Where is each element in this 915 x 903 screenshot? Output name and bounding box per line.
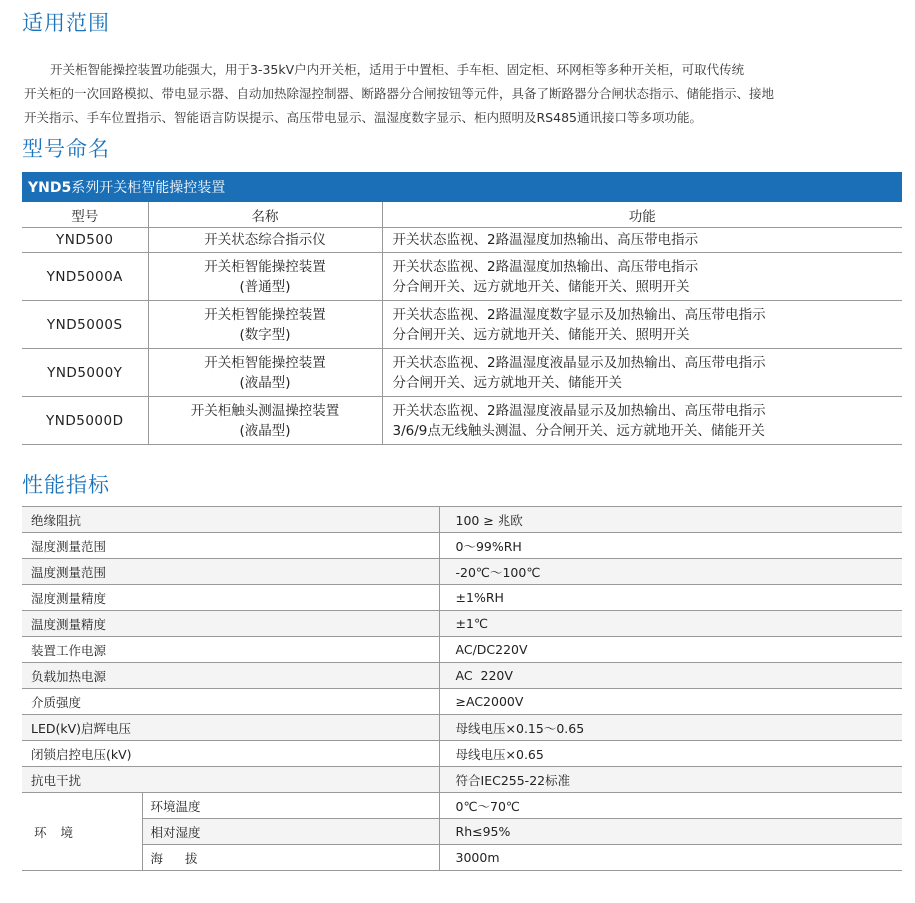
table-row	[22, 253, 902, 301]
function-line: 开关状态监视、2路温湿度数字显示及加热输出、高压带电指示	[392, 306, 766, 323]
model-table-header	[22, 202, 902, 228]
spec-label: 温度测量精度	[22, 611, 439, 637]
spec-label: 闭锁启控电压(kV)	[22, 741, 439, 767]
function-line: 3/6/9点无线触头测温、分合闸开关、远方就地开关、储能开关	[392, 422, 765, 439]
intro-paragraph	[24, 58, 892, 130]
spec-label: 温度测量范围	[22, 559, 439, 585]
env-group-label: 环境	[22, 793, 142, 871]
spec-value: 100 ≥ 兆欧	[439, 507, 902, 533]
spec-label: 相对湿度	[142, 819, 439, 845]
model-cell: YND500	[22, 228, 148, 253]
header-function: 功能	[382, 202, 902, 228]
banner-series: YND5	[28, 180, 72, 196]
name-line: 开关柜智能操控装置	[204, 258, 326, 275]
spec-table	[22, 506, 902, 871]
function-line: 开关状态监视、2路温湿度液晶显示及加热输出、高压带电指示	[392, 402, 766, 419]
spec-value: 符合IEC255-22标准	[439, 767, 902, 793]
intro-line-3: 开关指示、手车位置指示、智能语言防误提示、高压带电显示、温湿度数字显示、柜内照明及RS485通讯接口等多项功能。	[24, 110, 702, 125]
banner-title: 系列开关柜智能操控装置	[71, 180, 226, 196]
function-line: 分合闸开关、远方就地开关、储能开关、照明开关	[392, 278, 690, 295]
name-line: (数字型)	[239, 326, 291, 343]
table-row	[22, 611, 902, 637]
spec-value: 3000m	[439, 845, 902, 871]
spec-label: 抗电干扰	[22, 767, 439, 793]
spec-label: 环境温度	[142, 793, 439, 819]
function-line: 分合闸开关、远方就地开关、储能开关	[392, 374, 622, 391]
function-cell	[382, 349, 902, 397]
table-row	[22, 845, 902, 871]
name-cell	[148, 349, 382, 397]
function-cell	[382, 397, 902, 445]
spec-label: LED(kV)启辉电压	[22, 715, 439, 741]
spec-label: 介质强度	[22, 689, 439, 715]
model-cell: YND5000A	[22, 253, 148, 301]
table-row	[22, 397, 902, 445]
spec-value: 0℃～70℃	[439, 793, 902, 819]
table-row	[22, 559, 902, 585]
spec-label: 装置工作电源	[22, 637, 439, 663]
spec-label: 负载加热电源	[22, 663, 439, 689]
spec-value: 母线电压×0.65	[439, 741, 902, 767]
table-row	[22, 637, 902, 663]
table-row	[22, 741, 902, 767]
function-line: 开关状态监视、2路温湿度加热输出、高压带电指示	[392, 232, 699, 248]
spec-value: ±1℃	[439, 611, 902, 637]
header-name: 名称	[148, 202, 382, 228]
name-cell	[148, 253, 382, 301]
name-cell	[148, 228, 382, 253]
spec-label: 绝缘阻抗	[22, 507, 439, 533]
spec-value: -20℃～100℃	[439, 559, 902, 585]
model-cell: YND5000D	[22, 397, 148, 445]
table-row	[22, 228, 902, 253]
model-table	[22, 172, 902, 445]
name-line: 开关柜智能操控装置	[204, 306, 326, 323]
table-row	[22, 819, 902, 845]
function-cell	[382, 253, 902, 301]
spec-value: ≥AC2000V	[439, 689, 902, 715]
model-cell: YND5000Y	[22, 349, 148, 397]
name-cell	[148, 397, 382, 445]
section-title-scope: 适用范围	[22, 11, 110, 35]
spec-label: 湿度测量范围	[22, 533, 439, 559]
function-line: 分合闸开关、远方就地开关、储能开关、照明开关	[392, 326, 690, 343]
spec-value: 母线电压×0.15～0.65	[439, 715, 902, 741]
header-model: 型号	[22, 202, 148, 228]
spec-label: 海拔	[142, 845, 439, 871]
name-line: 开关柜智能操控装置	[204, 354, 326, 371]
section-title-spec: 性能指标	[22, 473, 110, 497]
intro-line-1: 开关柜智能操控装置功能强大，用于3-35kV户内开关柜，适用于中置柜、手车柜、固定柜、环网柜等多种开关柜，可取代传统	[50, 62, 745, 77]
name-line: 开关状态综合指示仪	[204, 232, 326, 248]
spec-value: Rh≤95%	[439, 819, 902, 845]
spec-value: AC/DC220V	[439, 637, 902, 663]
table-row	[22, 793, 902, 819]
table-row	[22, 301, 902, 349]
spec-value: 0～99%RH	[439, 533, 902, 559]
banner-cell	[22, 172, 902, 202]
name-line: (普通型)	[239, 278, 291, 295]
intro-line-2: 开关柜的一次回路模拟、带电显示器、自动加热除湿控制器、断路器分合闸按钮等元件，具备了断路器分合闸状态指示、储能指示、接地	[24, 86, 775, 101]
name-line: 开关柜触头测温操控装置	[190, 402, 340, 419]
spec-label: 湿度测量精度	[22, 585, 439, 611]
function-line: 开关状态监视、2路温湿度加热输出、高压带电指示	[392, 258, 699, 275]
model-cell: YND5000S	[22, 301, 148, 349]
function-cell	[382, 228, 902, 253]
model-table-banner	[22, 172, 902, 202]
table-row	[22, 533, 902, 559]
table-row	[22, 767, 902, 793]
table-row	[22, 507, 902, 533]
function-line: 开关状态监视、2路温湿度液晶显示及加热输出、高压带电指示	[392, 354, 766, 371]
name-line: (液晶型)	[239, 374, 291, 391]
section-title-model: 型号命名	[22, 137, 110, 161]
name-cell	[148, 301, 382, 349]
name-line: (液晶型)	[239, 422, 291, 439]
table-row	[22, 585, 902, 611]
table-row	[22, 689, 902, 715]
spec-value: ±1%RH	[439, 585, 902, 611]
spec-value: AC 220V	[439, 663, 902, 689]
table-row	[22, 349, 902, 397]
function-cell	[382, 301, 902, 349]
table-row	[22, 715, 902, 741]
table-row	[22, 663, 902, 689]
